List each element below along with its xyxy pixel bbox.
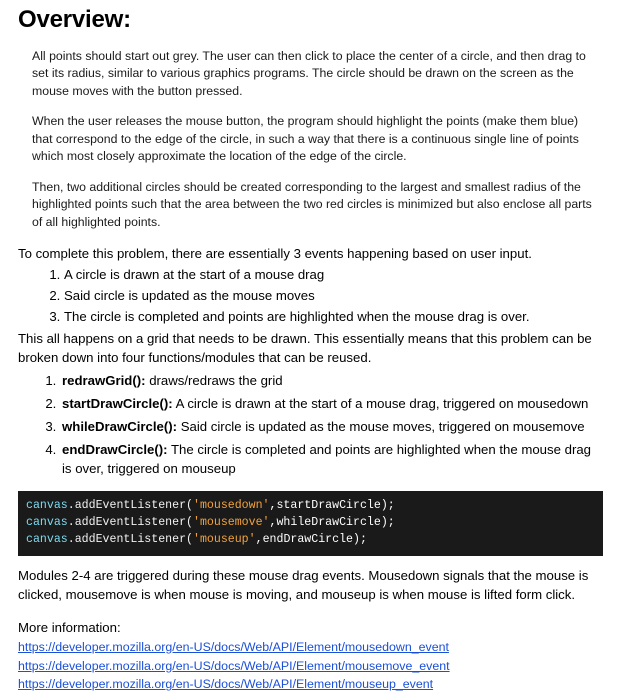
document-page: [0, 6, 625, 692]
link-mouseup-event[interactable]: https://developer.mozilla.org/en-US/docs/Web/API/Element/mouseup_event: [18, 677, 434, 692]
code-block: [18, 491, 603, 556]
list-item: 3. The circle is completed and points are highlighted when the mouse drag is over.: [64, 307, 603, 327]
list-item: 2. Said circle is updated as the mouse moves: [64, 286, 603, 306]
intro-section: [32, 48, 601, 231]
function-desc: A circle is drawn at the start of a mouse drag, triggered on mousedown: [172, 396, 589, 412]
link-mousemove-event[interactable]: https://developer.mozilla.org/en-US/docs/Web/API/Element/mousemove_event: [18, 658, 450, 673]
code-handler: ,whileDrawCircle);: [269, 515, 395, 529]
code-line: [26, 497, 595, 514]
link-mousedown-event[interactable]: https://developer.mozilla.org/en-US/docs/Web/API/Element/mousedown_event: [18, 640, 449, 655]
function-desc: Said circle is updated as the mouse moves, triggered on mousemove: [177, 419, 585, 435]
code-method: .addEventListener(: [67, 498, 193, 512]
code-line: [26, 514, 595, 531]
functions-list: [18, 371, 603, 479]
intro-paragraph-1: All points should start out grey. The user can then click to place the center of a circle, and then drag to set its radius, similar to various graphics programs. The circle should be drawn on the screen as the mouse moves with the button pressed.: [32, 49, 586, 98]
events-lead: To complete this problem, there are essentially 3 events happening based on user input.: [18, 246, 532, 262]
function-name: redrawGrid():: [62, 372, 146, 388]
function-name: endDrawCircle():: [62, 442, 168, 458]
function-desc: draws/redraws the grid: [145, 372, 283, 388]
list-item: [60, 394, 603, 413]
code-string: 'mouseup': [192, 533, 256, 547]
code-object: canvas: [26, 515, 68, 529]
code-object: canvas: [26, 533, 68, 547]
function-desc: The circle is completed and points are highlighted when the mouse drag is over, triggered on mouseup: [62, 442, 592, 477]
intro-paragraph-2: When the user releases the mouse button, the program should highlight the points (make them blue) that correspond to the edge of the circle, in such a way that there is a continuous single line of points which most closely approximate the location of the edge of the circle.: [32, 114, 579, 164]
code-handler: ,endDrawCircle);: [255, 533, 367, 547]
code-line: [26, 531, 595, 548]
function-name: startDrawCircle():: [62, 396, 173, 412]
more-information-label: More information:: [18, 620, 121, 636]
list-item: 1. A circle is drawn at the start of a mouse drag: [64, 265, 603, 285]
list-item: [60, 440, 603, 478]
code-string: 'mousemove': [192, 515, 270, 529]
links-list: [18, 638, 603, 694]
after-code-text: Modules 2-4 are triggered during these mouse drag events. Mousedown signals that the mouse is clicked, mousemove is when mouse is moving, and mouseup is when mouse is lifted form click.: [18, 567, 589, 602]
function-name: whileDrawCircle():: [62, 419, 178, 435]
page-title: Overview:: [18, 6, 131, 33]
code-method: .addEventListener(: [67, 515, 193, 529]
intro-paragraph-3: Then, two additional circles should be created corresponding to the largest and smallest radius of the highlighted points such that the area between the two red circles is minimized but also enclose all parts of all highlighted points.: [32, 179, 592, 229]
code-handler: ,startDrawCircle);: [269, 498, 395, 512]
code-method: .addEventListener(: [67, 533, 193, 547]
events-list: [18, 265, 603, 326]
continue-text: This all happens on a grid that needs to be drawn. This essentially means that this problem can be broken down into four functions/modules that can be reused.: [18, 330, 592, 365]
code-object: canvas: [26, 498, 68, 512]
code-string: 'mousedown': [192, 498, 270, 512]
list-item: [60, 417, 603, 436]
list-item: [60, 371, 603, 390]
body-section: [18, 244, 603, 479]
